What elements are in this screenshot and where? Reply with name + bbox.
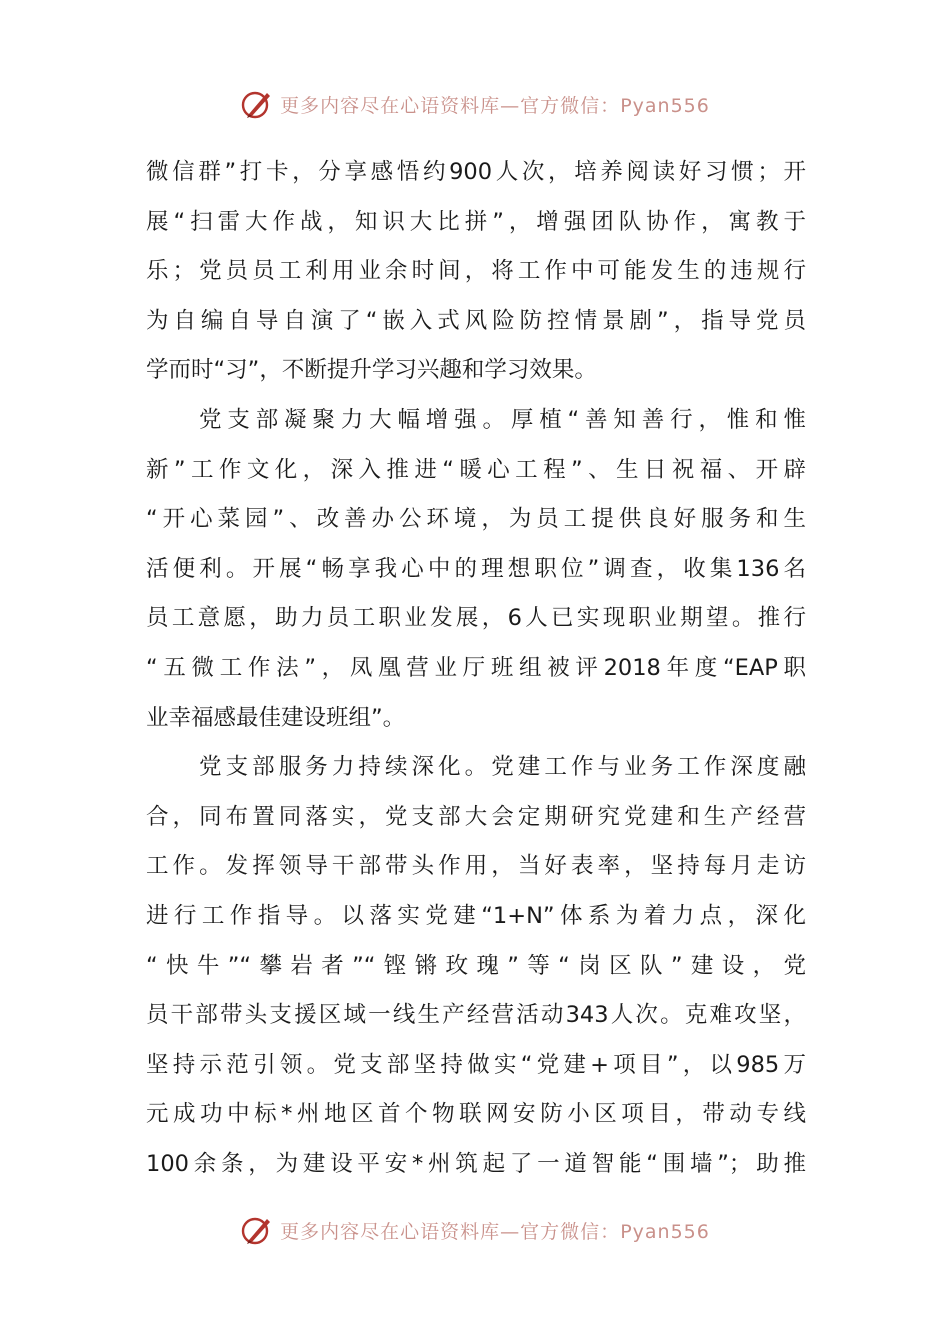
body-line: 新”工作文化，深入推进“暖心工程”、生日祝福、开辟 — [146, 456, 806, 483]
header-banner — [0, 84, 950, 124]
body-line: 坚持示范引领。党支部坚持做实“党建+项目”，以985万 — [146, 1051, 806, 1078]
footer-separator: — — [500, 1220, 521, 1243]
body-line: 党支部服务力持续深化。党建工作与业务工作深度融 — [199, 754, 806, 781]
header-banner-text — [280, 91, 710, 118]
body-line: 进行工作指导。以落实党建“1+N”体系为着力点，深化 — [146, 902, 806, 929]
header-separator: — — [500, 94, 521, 117]
document-body — [146, 148, 806, 1189]
body-line: 党支部凝聚力大幅增强。厚植“善知善行，惟和惟 — [199, 406, 806, 433]
body-line: 为自编自导自演了“嵌入式风险防控情景剧”，指导党员 — [146, 307, 806, 334]
body-line: 展“扫雷大作战，知识大比拼”，增强团队协作，寓教于 — [146, 208, 806, 235]
footer-wechat-label: 官方微信： — [520, 1220, 621, 1243]
body-line: 100余条，为建设平安*州筑起了一道智能“围墙”；助推 — [146, 1150, 806, 1177]
body-line: “开心菜园”、改善办公环境，为员工提供良好服务和生 — [146, 506, 806, 533]
body-line: 学而时“习”，不断提升学习兴趣和学习效果。 — [146, 357, 597, 384]
pen-logo-icon — [240, 87, 274, 121]
body-line: 活便利。开展“畅享我心中的理想职位”调查，收集136名 — [146, 555, 806, 582]
header-wechat-id: Pyan556 — [620, 94, 710, 117]
body-line: “五微工作法”，凤凰营业厅班组被评2018年度“EAP职 — [146, 654, 806, 681]
body-line: 乐；党员员工利用业余时间，将工作中可能发生的违规行 — [146, 258, 806, 285]
footer-banner-text — [280, 1217, 710, 1244]
pen-logo-icon — [240, 1213, 274, 1247]
body-line: 工作。发挥领导干部带头作用，当好表率，坚持每月走访 — [146, 853, 806, 880]
body-line: 微信群”打卡，分享感悟约900人次，培养阅读好习惯；开 — [146, 159, 806, 185]
footer-wechat-id: Pyan556 — [620, 1220, 710, 1243]
body-line: 员干部带头支援区域一线生产经营活动343人次。克难攻坚， — [146, 1002, 806, 1029]
body-line: 业幸福感最佳建设班组”。 — [146, 704, 406, 731]
body-line: “快牛”“攀岩者”“铿锵玫瑰”等“岗区队”建设，党 — [146, 952, 806, 979]
body-line: 员工意愿，助力员工职业发展，6人已实现职业期望。推行 — [146, 605, 806, 632]
header-wechat-label: 官方微信： — [520, 94, 621, 117]
footer-brand: 更多内容尽在心语资料库 — [280, 1220, 501, 1243]
footer-banner — [0, 1210, 950, 1250]
body-line: 合，同布置同落实，党支部大会定期研究党建和生产经营 — [146, 803, 806, 830]
body-line: 元成功中标*州地区首个物联网安防小区项目，带动专线 — [146, 1101, 806, 1128]
header-brand: 更多内容尽在心语资料库 — [280, 94, 501, 117]
